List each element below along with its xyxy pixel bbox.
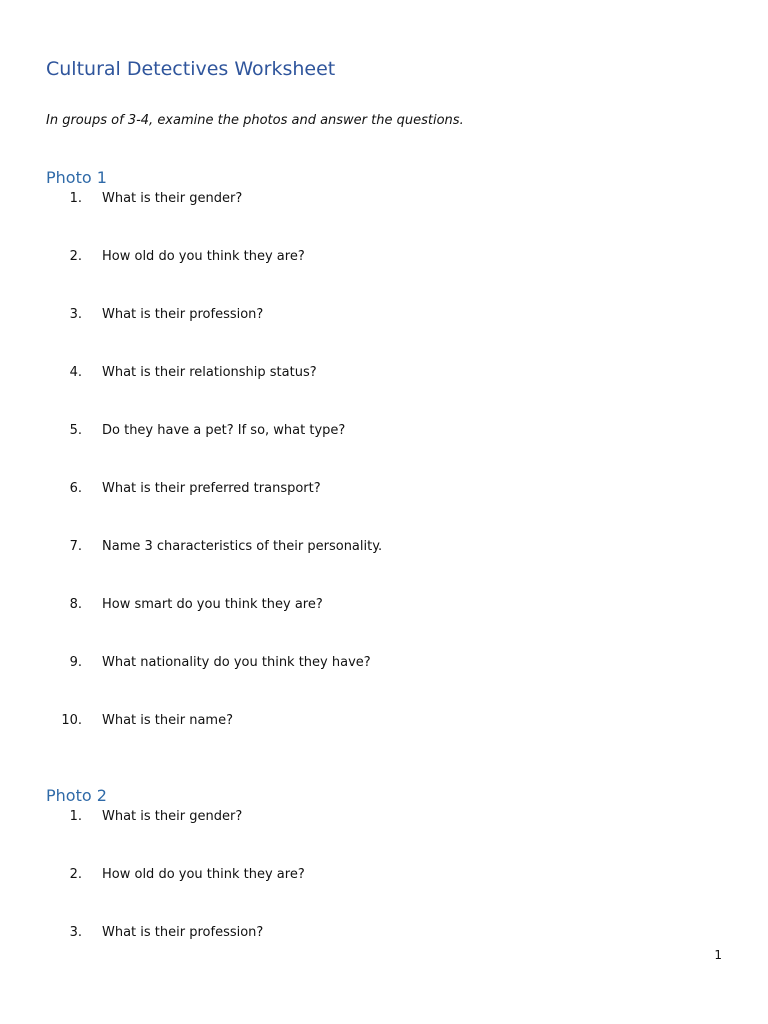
question-text: What is their profession? xyxy=(102,925,264,940)
question-text: What is their profession? xyxy=(102,307,264,322)
question-number: 5. xyxy=(69,423,82,438)
question-text: What is their preferred transport? xyxy=(102,481,321,496)
question-item xyxy=(0,480,768,538)
question-text: What is their relationship status? xyxy=(102,365,317,380)
question-number: 6. xyxy=(69,481,82,496)
question-item xyxy=(0,538,768,596)
question-item xyxy=(0,924,768,982)
intro-instructions: In groups of 3-4, examine the photos and answer the questions. xyxy=(46,113,464,128)
question-number: 1. xyxy=(69,809,82,824)
question-number: 7. xyxy=(69,539,82,554)
question-number: 4. xyxy=(69,365,82,380)
question-item xyxy=(0,808,768,866)
question-number: 10. xyxy=(61,713,82,728)
page-title: Cultural Detectives Worksheet xyxy=(46,58,336,80)
question-item xyxy=(0,364,768,422)
question-number: 8. xyxy=(69,597,82,612)
question-item xyxy=(0,248,768,306)
question-text: How smart do you think they are? xyxy=(102,597,323,612)
question-item xyxy=(0,712,768,770)
question-list-photo-2 xyxy=(0,808,768,982)
section-heading-photo-2: Photo 2 xyxy=(46,786,107,805)
question-number: 2. xyxy=(69,867,82,882)
question-text: Name 3 characteristics of their personality. xyxy=(102,539,383,554)
question-text: How old do you think they are? xyxy=(102,249,305,264)
question-text: What nationality do you think they have? xyxy=(102,655,371,670)
question-number: 3. xyxy=(69,307,82,322)
question-text: How old do you think they are? xyxy=(102,867,305,882)
question-item xyxy=(0,422,768,480)
question-item xyxy=(0,190,768,248)
question-text: What is their name? xyxy=(102,713,233,728)
question-number: 9. xyxy=(69,655,82,670)
question-text: Do they have a pet? If so, what type? xyxy=(102,423,346,438)
question-number: 1. xyxy=(69,191,82,206)
question-item xyxy=(0,596,768,654)
question-item xyxy=(0,866,768,924)
question-item xyxy=(0,306,768,364)
section-heading-photo-1: Photo 1 xyxy=(46,168,107,187)
question-text: What is their gender? xyxy=(102,191,243,206)
question-number: 2. xyxy=(69,249,82,264)
question-list-photo-1 xyxy=(0,190,768,770)
question-item xyxy=(0,654,768,712)
question-text: What is their gender? xyxy=(102,809,243,824)
question-number: 3. xyxy=(69,925,82,940)
page-number: 1 xyxy=(714,948,722,962)
